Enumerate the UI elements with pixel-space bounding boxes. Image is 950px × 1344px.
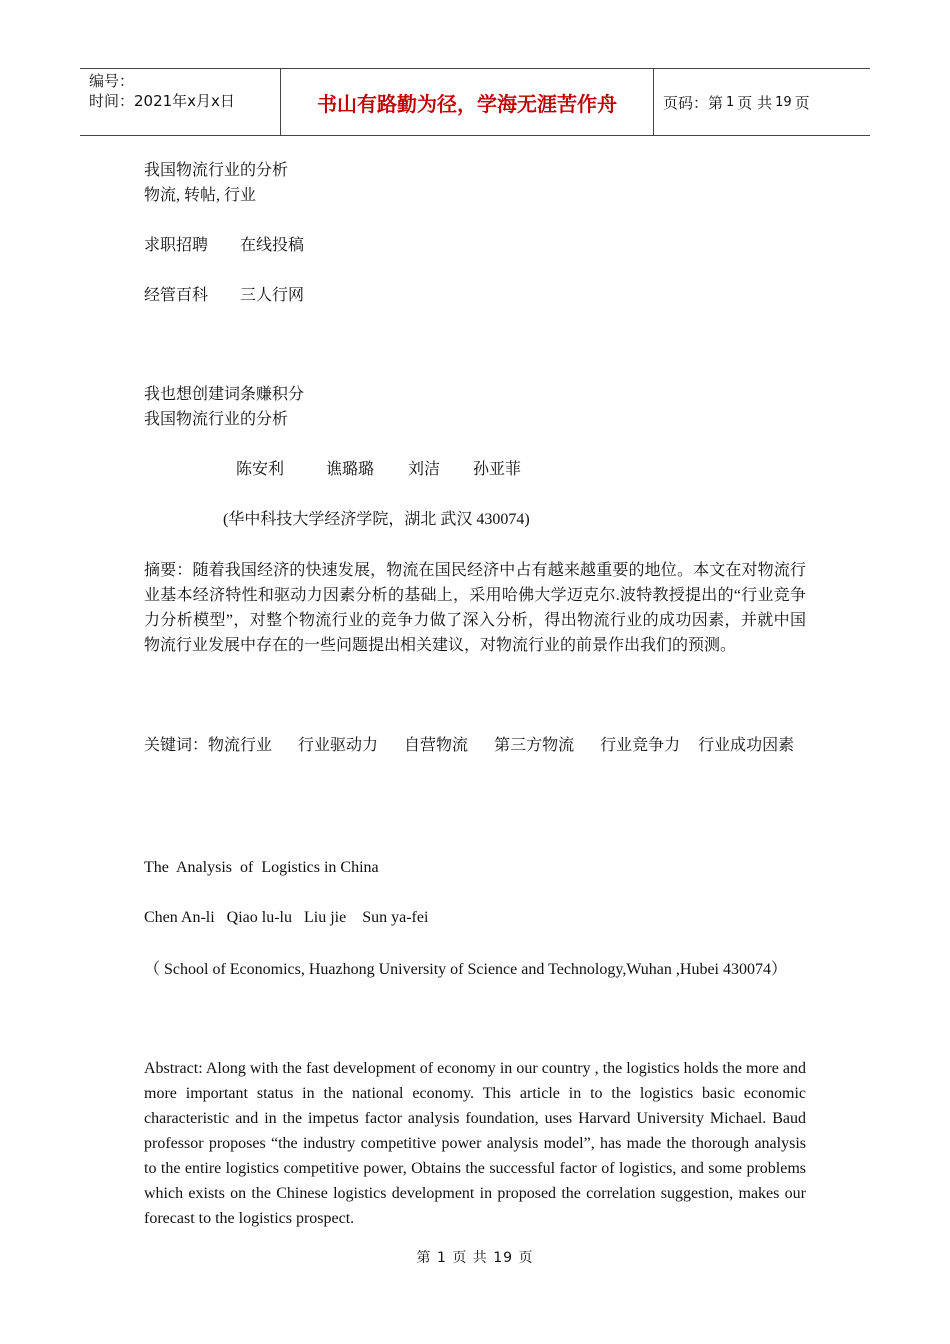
keywords-label: 关键词：	[144, 737, 209, 754]
footer-suffix: 页	[518, 1250, 534, 1266]
keyword: 第三方物流	[494, 737, 575, 754]
time-label: 时间：2021年x月x日	[89, 92, 235, 110]
author-name: 孙亚菲	[473, 461, 522, 478]
create-entry-link[interactable]: 我也想创建词条赚积分	[144, 386, 305, 403]
author-name: 陈安利	[236, 461, 285, 478]
affiliation-cn: (华中科技大学经济学院，湖北 武汉 430074)	[223, 511, 530, 528]
page-total: 19	[775, 94, 792, 110]
nav-row-1	[144, 235, 304, 257]
link-job[interactable]: 求职招聘	[144, 237, 209, 254]
article-title: 我国物流行业的分析	[144, 162, 289, 179]
page-footer	[0, 1247, 950, 1267]
author-name: 刘洁	[408, 461, 441, 478]
serial-label: 编号：	[89, 72, 135, 90]
link-sanrenxing[interactable]: 三人行网	[240, 287, 305, 304]
authors-en: Chen An-li Qiao lu-lu Liu jie Sun ya-fei	[144, 909, 429, 926]
author-name: 谯璐璐	[326, 461, 375, 478]
page-label-prefix: 页码：第	[663, 93, 724, 112]
page-label-suffix: 页	[794, 93, 810, 112]
page-header	[80, 68, 870, 136]
header-meta	[80, 69, 281, 135]
motto-text: 书山有路勤为径，学海无涯苦作舟	[317, 91, 617, 116]
keyword: 行业成功因素	[698, 737, 795, 754]
nav-row-2	[144, 285, 304, 307]
link-wiki[interactable]: 经管百科	[144, 287, 209, 304]
footer-prefix: 第	[416, 1250, 432, 1266]
keyword: 自营物流	[404, 737, 469, 754]
affiliation-en: （ School of Economics, Huazhong University of Science and Technology,Wuhan ,Hubei 430074）	[144, 961, 787, 978]
page-current: 1	[726, 94, 735, 110]
footer-current-page: 1	[436, 1250, 447, 1266]
keyword: 行业驱动力	[298, 737, 379, 754]
article-title-2: 我国物流行业的分析	[144, 411, 289, 428]
keywords-cn	[144, 733, 806, 758]
abstract-cn: 摘要：随着我国经济的快速发展，物流在国民经济中占有越来越重要的地位。本文在对物流行业基本经济特性和驱动力因素分析的基础上，采用哈佛大学迈克尔.波特教授提出的“行业竞争力分析模型”，对整个物流行业的竞争力做了深入分析，得出物流行业的成功因素，并就中国物流行业发展中存在的一些问题提出相关建议，对物流行业的前景作出我们的预测。	[144, 562, 806, 654]
abstract-en: Abstract: Along with the fast development of economy in our country , the logistics holds the more and more important status in the national economy. This article in to the logistics basic economic characteristic and in the impetus factor analysis foundation, uses Harvard University Michael. Baud professor proposes “the industry competitive power analysis model”, has made the thorough analysis to the entire logistics competitive power, Obtains the successful factor of logistics, and some problems which exists on the Chinese logistics development in proposed the correlation suggestion, makes our forecast to the logistics prospect.	[144, 1060, 806, 1227]
link-submit[interactable]: 在线投稿	[240, 237, 305, 254]
title-en: The Analysis of Logistics in China	[144, 859, 379, 876]
footer-mid: 页 共	[452, 1250, 488, 1266]
authors-cn	[236, 459, 521, 481]
header-motto	[281, 69, 654, 135]
footer-total-pages: 19	[493, 1250, 514, 1266]
page-label-mid: 页 共	[737, 93, 773, 112]
keyword: 行业竞争力	[600, 737, 681, 754]
keyword: 物流行业	[208, 737, 273, 754]
header-page-number	[654, 69, 870, 135]
article-tags[interactable]: 物流, 转帖, 行业	[144, 187, 257, 204]
